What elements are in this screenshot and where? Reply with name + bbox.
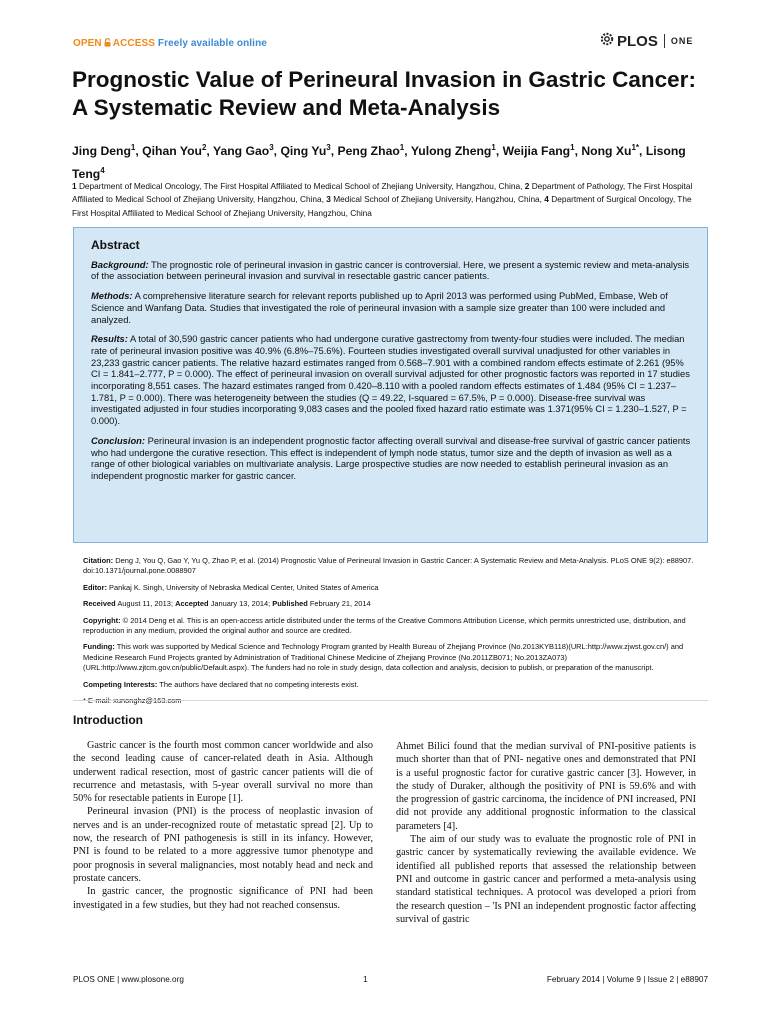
- abstract-section-text: Perineural invasion is an independent prognostic factor affecting overall survival and disease-free survival of gastric cancer patients who had undergone the curative resection. This effect is independent of lymph node status, tumor size and the depth of invasion as well as a range of other biological variables on multivariate analysis. Large prospective studies are now needed to establish perineural invasion as an independent prognostic marker for gastric cancer.: [91, 435, 691, 481]
- metadata-text: January 13, 2014;: [208, 599, 273, 609]
- metadata-text: © 2014 Deng et al. This is an open-access article distributed under the terms of the Creative Commons Attribution License, which permits unrestricted use, distribution, and reproduction in any medium, provided the original author and source are credited.: [83, 615, 686, 636]
- one-wordmark: ONE: [670, 36, 694, 46]
- metadata-label: Editor:: [83, 582, 107, 592]
- abstract-section-label: Methods:: [91, 291, 133, 302]
- abstract-section: [91, 436, 691, 483]
- body-column-right: [396, 740, 696, 926]
- metadata-item: [83, 616, 703, 637]
- metadata-text: Pankaj K. Singh, University of Nebraska Medical Center, United States of America: [106, 582, 379, 592]
- footer-journal[interactable]: PLOS ONE | www.plosone.org: [73, 975, 184, 984]
- metadata-item: [83, 680, 703, 690]
- author-affiliation-mark: 1: [491, 143, 496, 152]
- paragraph: Ahmet Bilici found that the median survival of PNI-positive patients is much shorter than that of PNI- negative ones and demonstrated that PNI is a useful prognostic factor for curative gastric cancer [3]. However, in the study of Duraker, although the positivity of PNI is 59.6% and with the progression of gastric carcinoma, the incidence of PNI increased, PNI did not provide any additional prognostic information to the classical parameters [4].: [396, 741, 696, 832]
- abstract-section-text: A comprehensive literature search for relevant reports published up to April 2013 was performed using PubMed, Embase, Web of Science and Wanfang Data. Studies that investigated the role of perineural invasion with a sample size greater than 100 were included and analyzed.: [91, 291, 668, 325]
- affiliation-text: Medical School of Zhejiang University, Hangzhou, China,: [333, 194, 542, 205]
- paragraph: Perineural invasion (PNI) is the process of neoplastic invasion of nerves and is an under-recognized route of metastatic spread [2]. Up to now, the research of PNI pathogenesis is still in its infancy. However, PNI is found to be related to a more aggressive tumor phenotype and poor prognosis in several malignancies, most notably head and neck and prostate cancers.: [73, 806, 373, 884]
- body-column-left: [73, 739, 373, 912]
- abstract-section-label: Results:: [91, 334, 128, 345]
- introduction-heading: Introduction: [73, 713, 143, 727]
- author-name: Yang Gao: [212, 144, 270, 159]
- article-metadata: [83, 556, 703, 712]
- metadata-label: Published: [272, 599, 308, 609]
- affiliation-text: Department of Medical Oncology, The First Hospital Affiliated to Medical School of Zhejiang University, Hangzhou, China,: [78, 181, 523, 191]
- metadata-item: [83, 599, 703, 609]
- affiliation-number: 3: [326, 194, 331, 205]
- metadata-label: Received: [83, 599, 116, 609]
- article-title: Prognostic Value of Perineural Invasion in Gastric Cancer: A Systematic Review and Meta-Analysis: [72, 67, 696, 120]
- logo-divider: [664, 34, 665, 48]
- paragraph: Gastric cancer is the fourth most common cancer worldwide and also the second leading cause of cancer-related death in Asia. Although underwent radical resection, most of gastric cancer patients will die of recurrence and metastasis, with 5-year overall survival no more than 50% for resectable patients in Europe [1].: [73, 740, 373, 805]
- abstract-section-label: Background:: [91, 259, 149, 270]
- author-affiliation-mark: 1: [570, 143, 575, 152]
- author-affiliation-mark: 4: [100, 166, 105, 176]
- paragraph: The aim of our study was to evaluate the prognostic role of PNI in gastric cancer by systematically reviewing the available evidence. We identified all published reports that assessed the relationship between PNI and outcome in gastric cancer and performed a meta-analysis using standard statistical techniques. A protocol was developed a priori from the research question – 'Is PNI an independent prognostic factor affecting survival of gastric: [396, 834, 696, 925]
- affiliation-number: 4: [544, 194, 549, 205]
- abstract-sections: [91, 260, 691, 483]
- metadata-item: [83, 696, 703, 706]
- access-label: ACCESS: [112, 38, 156, 49]
- author-affiliation-mark: 1*: [631, 143, 640, 152]
- metadata-label: Accepted: [175, 599, 209, 609]
- affiliations: [72, 180, 700, 220]
- metadata-label: Citation:: [83, 556, 114, 565]
- page-footer: [73, 975, 708, 984]
- affiliation-number: 1: [72, 181, 77, 191]
- author-name: Qing Yu: [280, 144, 327, 159]
- footer-issue: February 2014 | Volume 9 | Issue 2 | e88907: [546, 975, 708, 984]
- metadata-text: This work was supported by Medical Science and Technology Program granted by Health Bureau of Zhejiang Province (No.2013KYB118)(URL:http://www.zjwst.gov.cn/) and Medicine Research Fund Projects granted by Administration of Traditional Chinese Medicine of Zhejiang Province (No.2011ZB071; No.2013ZA073)(URL:http://www.zjtcm.gov.cn/public/Default.aspx). The funders had no role in study design, data collection and analysis, decision to publish, or preparation of the manuscript.: [83, 642, 684, 673]
- abstract: [91, 240, 691, 491]
- divider: [73, 700, 708, 701]
- affiliation-number: 2: [524, 181, 530, 191]
- abstract-heading: Abstract: [91, 238, 140, 252]
- author-name: Jing Deng: [72, 144, 131, 159]
- plos-wordmark: PLOS: [617, 32, 658, 50]
- open-access-badge: [73, 38, 267, 49]
- author-name: Yulong Zheng: [410, 144, 492, 159]
- metadata-text: Deng J, You Q, Gao Y, Yu Q, Zhao P, et al. (2014) Prognostic Value of Perineural Invasion in Gastric Cancer: A Systematic Review and Meta-Analysis. PLoS ONE 9(2): e88907. doi:10.1371/journal.pone.0088907: [83, 556, 694, 576]
- abstract-section-text: A total of 30,590 gastric cancer patients who had undergone curative gastrectomy from twenty-four studies were included. The median rate of perineural invasion positive was 40.9% (6.8%–75.6%). Fourteen studies investigated overall survival unadjusted for other variables in 23,233 gastric cancer patients. The relative hazard estimates ranged from 0.568–7.901 with a combined random effects estimate of 2.261 (95% CI = 1.841–2.777, P = 0.000). The effect of perineural invasion on overall survival adjusted for other prognostic factors was reported in 17 studies incorporating 8,551 cases. The hazard estimates ranged from 0.420–8.110 with a pooled random effects estimates of 1.484 (95% CI = 1.237–1.781, P = 0.000). There was heterogeneity between the studies (Q = 49.22, I-squared = 67.5%, P = 0.000). Disease-free survival was investigated adjusted in four studies incorporating 9,083 cases and the pooled fixed hazard ratio estimate was 1.371(95% CI = 1.230–1.527, P = 0.000).: [91, 334, 690, 427]
- author-affiliation-mark: 3: [269, 143, 274, 152]
- metadata-text: The authors have declared that no competing interests exist.: [157, 679, 359, 689]
- free-available-label: Freely available online: [157, 38, 267, 49]
- author-affiliation-mark: 3: [326, 143, 331, 152]
- metadata-item: [83, 583, 703, 593]
- metadata-label: Competing Interests:: [83, 679, 158, 689]
- paragraph: In gastric cancer, the prognostic significance of PNI had been investigated in a few studies, but they had not reached consensus.: [73, 886, 373, 911]
- author-name: Qihan You: [142, 144, 202, 159]
- abstract-section: [91, 260, 691, 283]
- lock-icon: [104, 38, 111, 47]
- author-name: Weijia Fang: [502, 144, 571, 159]
- metadata-label: Copyright:: [83, 615, 121, 625]
- author-name: Nong Xu: [581, 144, 632, 159]
- metadata-text: February 21, 2014: [307, 599, 371, 609]
- author-affiliation-mark: 1: [399, 143, 405, 152]
- author-affiliation-mark: 2: [201, 143, 207, 152]
- metadata-text: August 11, 2013;: [115, 599, 176, 609]
- affiliation-text: Department of Pathology, The First Hospital Affiliated to Medical School of Zhejiang University, Hangzhou, China,: [72, 181, 693, 205]
- abstract-section-text: The prognostic role of perineural invasion in gastric cancer is controversial. Here, we present a systemic review and meta-analysis of the association between perineural invasion and survival in resectable gastric cancer patients.: [91, 259, 690, 282]
- author-list: Jing Deng$^1$, Qihan You$^2$, Yang Gao$^3$, Qing Yu$^3$, Peng Zhao$^1$, Yulong Zheng$^1$, Weijia Fang$^1$, Nong $Xu^{1*}$, Lisong Teng$^4$: [72, 143, 686, 182]
- author-affiliation-mark: 1: [130, 143, 136, 152]
- page-number: 1: [363, 975, 368, 984]
- abstract-section: [91, 291, 691, 326]
- author-name: Lisong Teng: [72, 144, 686, 182]
- gear-icon: [600, 32, 614, 50]
- affiliation-text: Department of Surgical Oncology, The First Hospital Affiliated to Medical School of Zhejiang University, Hangzhou, China: [72, 194, 692, 218]
- abstract-section-label: Conclusion:: [91, 435, 145, 446]
- open-label: OPEN: [73, 38, 102, 49]
- metadata-label: Funding:: [83, 642, 115, 652]
- metadata-item: [83, 642, 703, 673]
- author-name: Peng Zhao: [337, 144, 400, 159]
- metadata-item: [83, 556, 703, 577]
- plos-one-logo[interactable]: [600, 32, 693, 50]
- abstract-section: [91, 334, 691, 428]
